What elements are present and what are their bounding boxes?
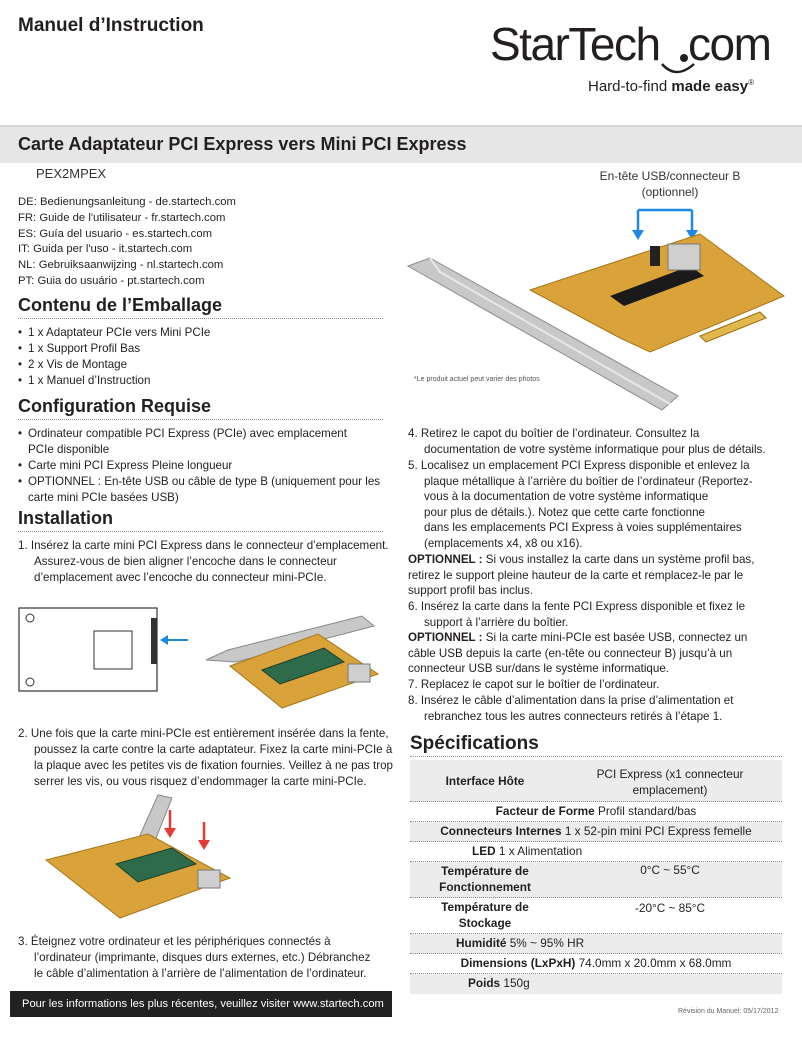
spec-label: LED [472,844,496,858]
brand-tagline [588,78,754,95]
spec-row-operating-temp [410,862,782,898]
photo-disclaimer: *Le produit actuel peut varier des photos [414,376,540,383]
list-item: • Ordinateur compatible PCI Express (PCIe) avec emplacement PCIe disponible [18,426,398,458]
optional-label: OPTIONNEL : [408,631,483,644]
spec-value: 74.0mm x 20.0mm x 68.0mm [578,956,732,970]
spec-label: Humidité [456,936,507,950]
installation-heading: Installation [18,508,114,528]
spec-row-dimensions [410,954,782,974]
spec-label: Interface Hôte [445,774,525,788]
list-item: • 1 x Manuel d’Instruction [18,373,210,389]
install-step-5: 5. Localisez un emplacement PCI Express disponible et enlevez la plaque métallique à l’arrière du boîtier de l’ordinateur (Reportez- vous à la documentation de votre système informatique pour plus de détails.). Notez que cette carte fonctionne dans les emplacements PCI Express à voies supplémentaires (emplacements x4, x8 ou x16). [408,459,753,550]
spec-value: 1 x 52-pin mini PCI Express femelle [564,824,752,838]
product-sku: PEX2MPEX [36,166,107,181]
list-item: • 1 x Adaptateur PCIe vers Mini PCIe [18,325,210,341]
product-photo [400,200,790,430]
lang-item-nl[interactable]: NL: Gebruiksaanwijzing - nl.startech.com [18,259,224,272]
spec-value: Profil standard/bas [597,804,697,818]
spec-value: -20°C ~ 85°C [634,901,706,915]
spec-row-weight [410,974,782,994]
spec-row-led [410,842,782,862]
spec-label: Température de Fonctionnement [439,864,531,894]
manual-title: Manuel d’Instruction [18,15,204,36]
optional-text: Si vous installez la carte dans un système profil bas, retirez le support pleine hauteur de la carte et remplacez-le par le support profil bas inclus. [408,553,755,598]
usb-header-label: En-tête USB/connecteur B (optionnel) [599,169,741,199]
list-item: • Carte mini PCI Express Pleine longueur [18,458,398,474]
spec-row-interface [410,760,782,802]
install-step-3: 3. Éteignez votre ordinateur et les périphériques connectés à l’ordinateur (imprimante, disques durs externes, etc.) Débranchez le câble d’alimentation à l’arrière de l’alimentation de l’ordinateur. [18,935,371,980]
manual-revision: Révision du Manuel: 05/17/2012 [678,1008,779,1015]
trademark-mark: ® [748,78,755,87]
optional-note-1 [408,552,798,599]
list-item: • OPTIONNEL : En-tête USB ou câble de type B (uniquement pour les carte mini PCIe basées USB) [18,474,398,506]
divider [18,318,383,319]
spec-label: Facteur de Forme [495,804,595,818]
spec-label: Température de Stockage [441,900,529,930]
svg-text:StarTech: StarTech [490,18,660,70]
spec-value: 5% ~ 95% HR [509,936,585,950]
divider [18,419,383,420]
package-contents-list [18,325,210,389]
spec-label: Connecteurs Internes [440,824,562,838]
install-step-6: 6. Insérez la carte dans la fente PCI Express disponible et fixez le support à l’arrière du boîtier. [408,600,746,629]
lang-item-es[interactable]: ES: Guía del usuario - es.startech.com [18,227,213,240]
language-guide-list [18,195,236,290]
spec-label: Poids [468,976,501,990]
product-title: Carte Adaptateur PCI Express vers Mini PCI Express [18,134,467,154]
requirements-heading: Configuration Requise [18,396,211,416]
optional-text: Si la carte mini-PCIe est basée USB, connectez un câble USB depuis la carte (en-tête ou connecteur B) jusqu’à un connecteur USB sur/dans le système informatique. [408,631,748,676]
spec-row-connectors [410,822,782,842]
spec-value: 150g [503,976,530,990]
tagline-bold: made easy [671,78,749,95]
optional-note-2 [408,630,798,677]
divider [410,756,782,757]
specifications-heading: Spécifications [410,733,539,754]
optional-label: OPTIONNEL : [408,553,483,566]
list-item: • 1 x Support Profil Bas [18,341,210,357]
spec-row-form-factor [410,802,782,822]
spec-value: 0°C ~ 55°C [640,863,700,877]
requirements-list [18,426,398,506]
spec-row-humidity [410,934,782,954]
install-step-4: 4. Retirez le capot du boîtier de l’ordinateur. Consultez la documentation de votre système informatique pour plus de détails. [408,427,766,456]
spec-row-storage-temp [410,898,782,934]
lang-item-fr[interactable]: FR: Guide de l'utilisateur - fr.startech.com [18,211,226,224]
divider [18,531,383,532]
startech-logo-graphic [490,18,780,78]
lang-item-pt[interactable]: PT: Guia do usuário - pt.startech.com [18,274,205,287]
card-fastening-photo [40,790,240,930]
spec-label: Dimensions (LxPxH) [460,956,576,970]
install-step-8: 8. Insérez le câble d’alimentation dans la prise d’alimentation et rebranchez tous les autres connecteurs retirés à l’étape 1. [408,694,734,723]
lang-item-de[interactable]: DE: Bedienungsanleitung - de.startech.com [18,196,236,208]
install-step-7: 7. Replacez le capot sur le boîtier de l’ordinateur. [408,678,660,691]
lang-item-it[interactable]: IT: Guida per l'uso - it.startech.com [18,243,193,256]
spec-value: 1 x Alimentation [498,844,583,858]
mini-card-outline [19,608,157,691]
spec-value: PCI Express (x1 connecteur emplacement) [596,767,744,797]
install-step-1: 1. Insérez la carte mini PCI Express dans le connecteur d’emplacement. Assurez-vous de bien aligner l’encoche dans le connecteur d’emplacement avec l’encoche du connecteur mini-PCIe. [18,539,389,584]
list-item: • 2 x Vis de Montage [18,357,210,373]
tagline-prefix: Hard-to-find [588,78,672,95]
svg-text:com: com [688,18,771,70]
install-step-2: 2. Une fois que la carte mini-PCIe est entièrement insérée dans la fente, poussez la carte contre la carte adaptateur. Fixez la carte mini-PCIe à la plaque avec les petites vis de fixation fournies. Veillez à ne pas trop serrer les vis, ou vous risquez d’endommager la carte mini-PCIe. [18,727,393,788]
insertion-diagram [18,600,388,715]
footer-bar: Pour les informations les plus récentes, veuillez visiter www.startech.com [10,991,392,1017]
package-contents-heading: Contenu de l’Emballage [18,295,223,315]
